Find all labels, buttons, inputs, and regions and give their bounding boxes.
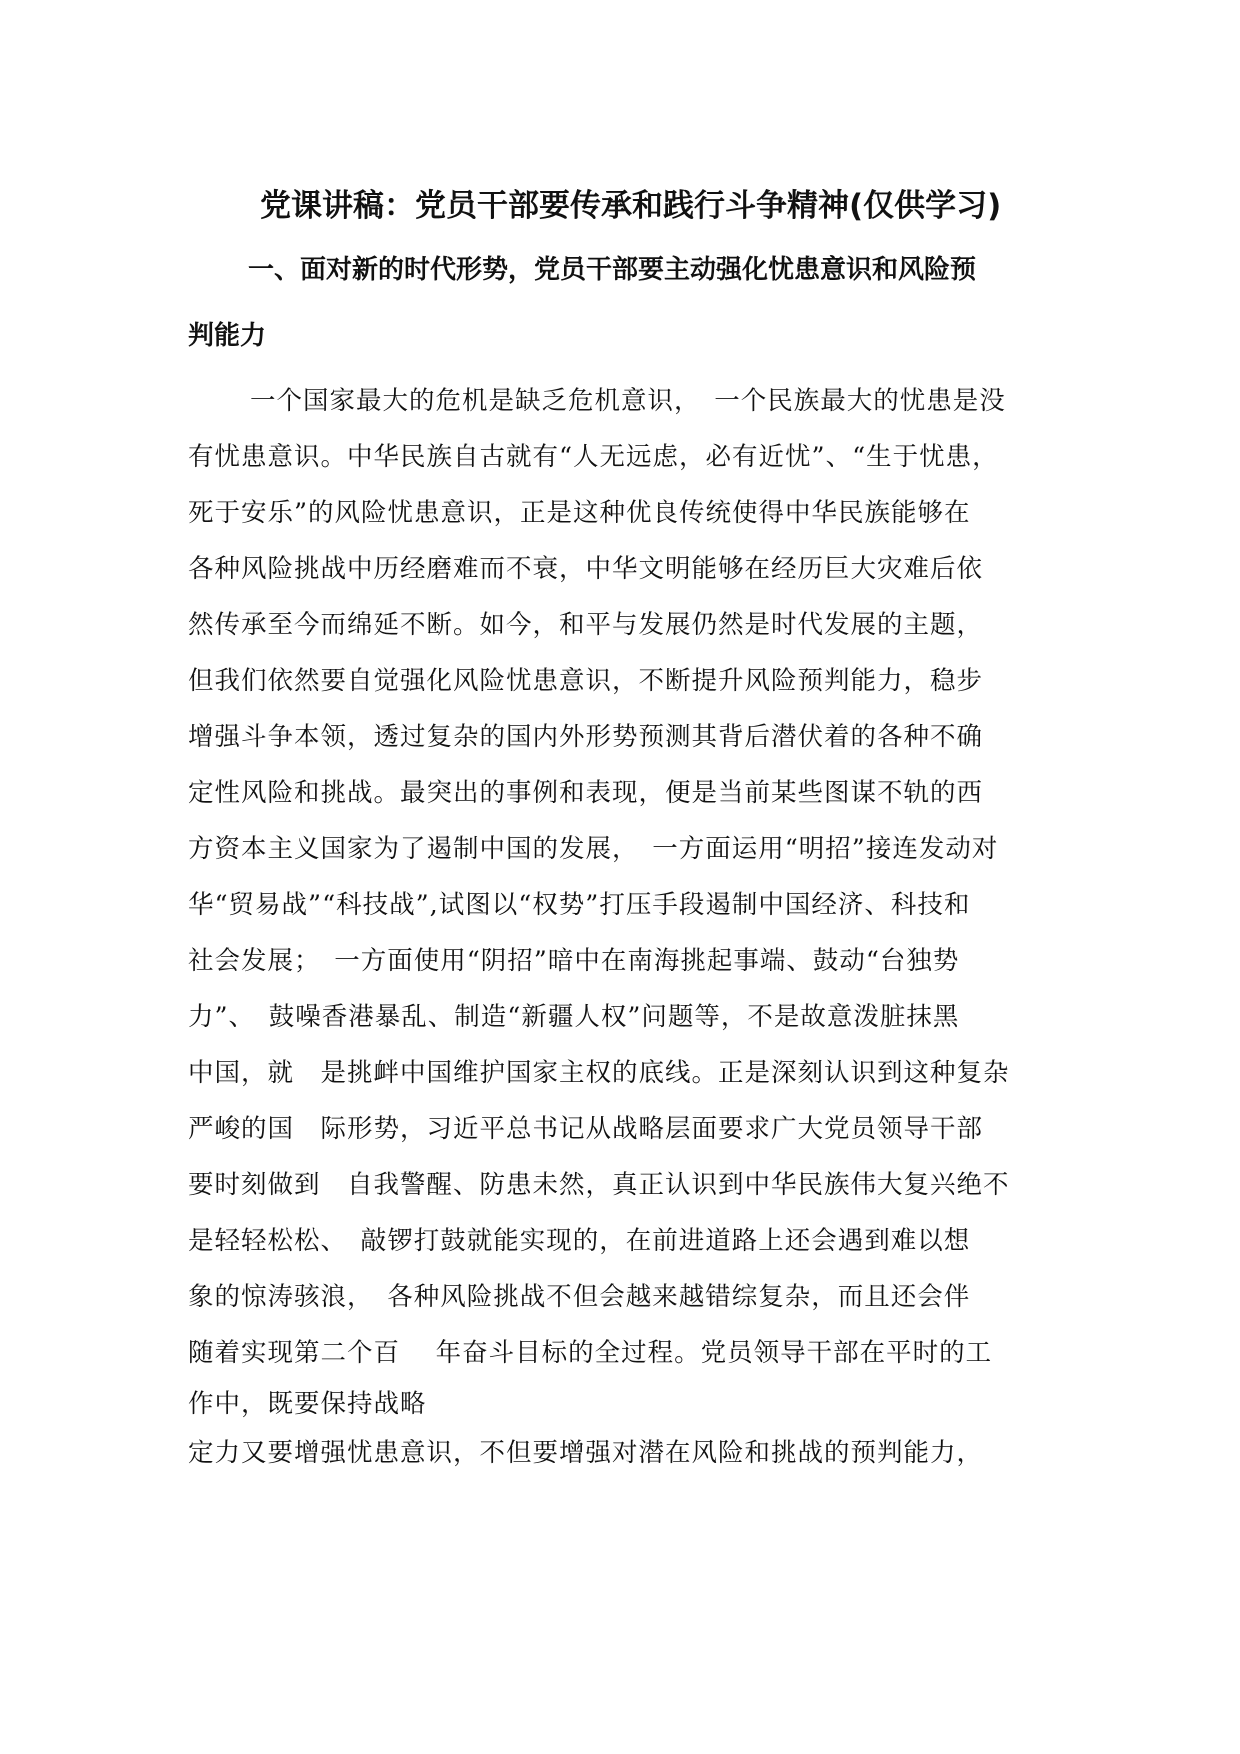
body-line: 有忧患意识。中华民族自古就有“人无远虑，必有近忧”、“生于忧患，: [188, 442, 999, 472]
body-line: 中国，就 是挑衅中国维护国家主权的底线。正是深刻认识到这种复杂: [188, 1058, 1010, 1088]
body-line: 定力又要增强忧患意识，不但要增强对潜在风险和挑战的预判能力，: [188, 1438, 984, 1468]
section-heading-line-1: 一、面对新的时代形势，党员干部要主动强化忧患意识和风险预: [248, 255, 977, 285]
body-line: 象的惊涛骇浪， 各种风险挑战不但会越来越错综复杂，而且还会伴: [188, 1282, 971, 1312]
body-line: 力”、 鼓噪香港暴乱、制造“新疆人权”问题等，不是故意泼脏抹黑: [188, 1002, 960, 1032]
body-line: 各种风险挑战中历经磨难而不衰，中华文明能够在经历巨大灾难后依: [188, 554, 984, 584]
body-line: 方资本主义国家为了遏制中国的发展， 一方面运用“明招”接连发动对: [188, 834, 999, 864]
body-line: 是轻轻松松、 敲锣打鼓就能实现的，在前进道路上还会遇到难以想: [188, 1226, 971, 1256]
body-line: 增强斗争本领，透过复杂的国内外形势预测其背后潜伏着的各种不确: [188, 722, 984, 752]
document-title: 党课讲稿：党员干部要传承和践行斗争精神(仅供学习): [260, 188, 1002, 224]
body-line: 随着实现第二个百 年奋斗目标的全过程。党员领导干部在平时的工: [188, 1338, 993, 1368]
body-line: 要时刻做到 自我警醒、防患未然，真正认识到中华民族伟大复兴绝不: [188, 1170, 1010, 1200]
body-line: 一个国家最大的危机是缺乏危机意识， 一个民族最大的忧患是没: [250, 386, 1006, 416]
body-line: 社会发展； 一方面使用“阴招”暗中在南海挑起事端、鼓动“台独势: [188, 946, 960, 976]
body-line: 然传承至今而绵延不断。如今，和平与发展仍然是时代发展的主题，: [188, 610, 984, 640]
body-line: 定性风险和挑战。最突出的事例和表现，便是当前某些图谋不轨的西: [188, 778, 984, 808]
body-line: 作中，既要保持战略: [188, 1389, 427, 1419]
body-line: 华“贸易战”“科技战”,试图以“权势”打压手段遏制中国经济、科技和: [188, 890, 971, 920]
section-heading-line-2: 判能力: [188, 321, 267, 351]
body-line: 严峻的国 际形势，习近平总书记从战略层面要求广大党员领导干部: [188, 1114, 984, 1144]
body-line: 死于安乐”的风险忧患意识，正是这种优良传统使得中华民族能够在: [188, 498, 971, 528]
body-line: 但我们依然要自觉强化风险忧患意识，不断提升风险预判能力，稳步: [188, 666, 984, 696]
